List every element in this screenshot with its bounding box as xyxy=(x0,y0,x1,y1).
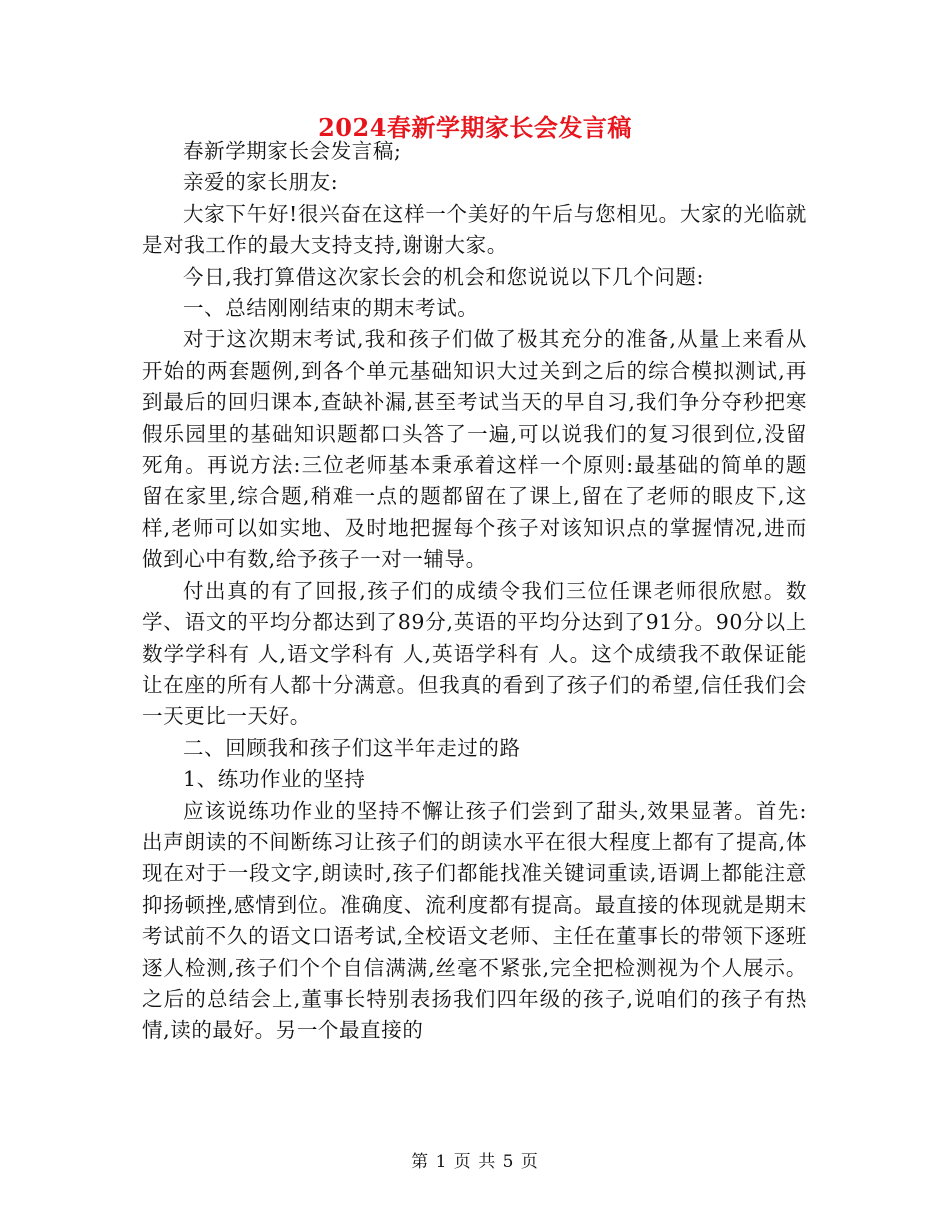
paragraph: 1、练功作业的坚持 xyxy=(183,767,366,792)
paragraph: 付出真的有了回报,孩子们的成绩令我们三位任课老师很欣慰。数学、语文的平均分都达到了89分,英语的平均分达到了91分。90分以上数学学科有 人,语文学科有 人,英语学科有 人。这个成绩我不敢保证能让在座的所有人都十分满意。但我真的看到了孩子们的希望,信任我们会一天更比一天好。 xyxy=(142,578,807,729)
document-body xyxy=(142,136,807,1047)
paragraph: 亲爱的家长朋友: xyxy=(183,170,339,195)
document-title: 2024春新学期家长会发言稿 xyxy=(318,113,632,142)
paragraph: 大家下午好!很兴奋在这样一个美好的午后与您相见。大家的光临就是对我工作的最大支持支持,谢谢大家。 xyxy=(142,201,807,258)
paragraph: 对于这次期末考试,我和孩子们做了极其充分的准备,从量上来看从开始的两套题例,到各个单元基础知识大过关到之后的综合模拟测试,再到最后的回归课本,查缺补漏,甚至考试当天的早自习,我们争分夺秒把寒假乐园里的基础知识题都口头答了一遍,可以说我们的复习很到位,没留死角。再说方法:三位老师基本秉承着这样一个原则:最基础的简单的题留在家里,综合题,稍难一点的题都留在了课上,留在了老师的眼皮下,这样,老师可以如实地、及时地把握每个孩子对该知识点的掌握情况,进而做到心中有数,给予孩子一对一辅导。 xyxy=(142,327,807,572)
paragraph: 一、总结刚刚结束的期末考试。 xyxy=(183,296,479,321)
paragraph: 二、回顾我和孩子们这半年走过的路 xyxy=(183,735,521,760)
paragraph: 应该说练功作业的坚持不懈让孩子们尝到了甜头,效果显著。首先:出声朗读的不间断练习让孩子们的朗读水平在很大程度上都有了提高,体现在对于一段文字,朗读时,孩子们都能找准关键词重读,语调上都能注意抑扬顿挫,感情到位。准确度、流利度都有提高。最直接的体现就是期末考试前不久的语文口语考试,全校语文老师、主任在董事长的带领下逐班逐人检测,孩子们个个自信满满,丝毫不紧张,完全把检测视为个人展示。之后的总结会上,董事长特别表扬我们四年级的孩子,说咱们的孩子有热情,读的最好。另一个最直接的 xyxy=(142,798,807,1043)
page-footer: 第 1 页 共 5 页 xyxy=(411,1152,539,1172)
paragraph: 春新学期家长会发言稿; xyxy=(183,139,402,163)
paragraph: 今日,我打算借这次家长会的机会和您说说以下几个问题: xyxy=(183,264,705,289)
